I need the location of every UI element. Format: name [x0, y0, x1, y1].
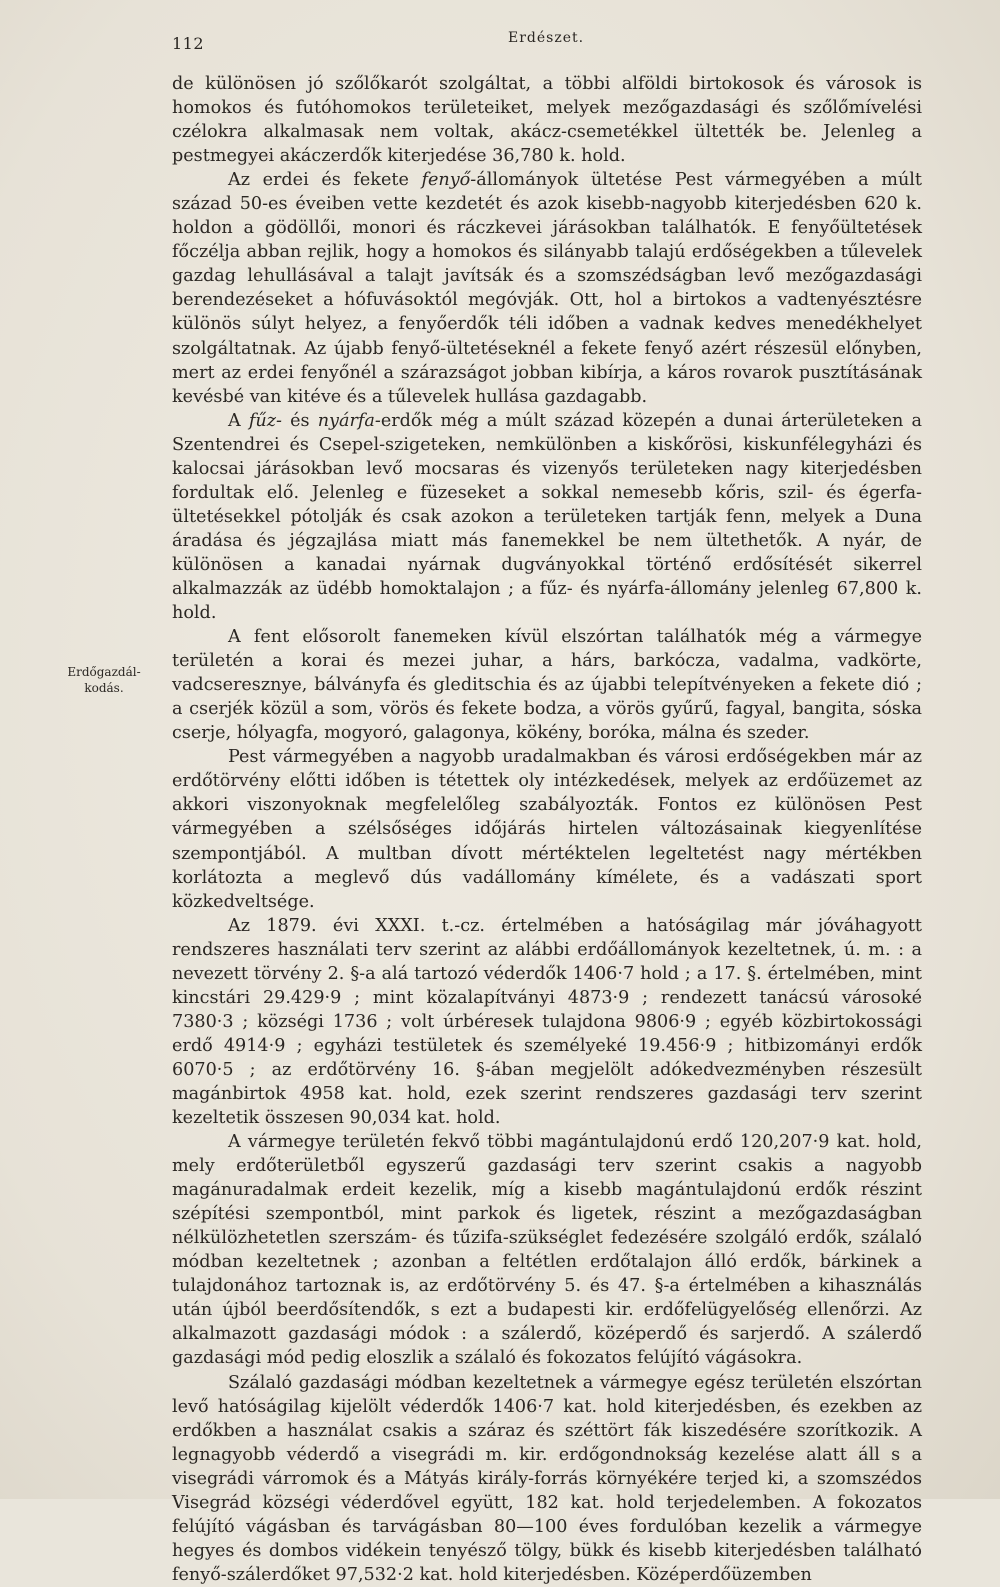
margin-note-line: kodás. — [84, 681, 124, 695]
paragraph-text: Az erdei és fekete — [228, 170, 422, 191]
paragraph — [172, 168, 922, 408]
paragraph: A vármegye területén fekvő többi magántulajdonú erdő 120,207·9 kat. hold, mely erdőterületből egyszerű gazdasági terv szerint csakis a nagyobb magánuradalmak erdeit kezelik, míg a kisebb magántulajdonú erdők részint szépítési szempontból, mint parkok és ligetek, részint a mezőgazdaságban nélkülözhetetlen szerszám- és tűzifa-szükséglet fedezésére szolgáló erdők, szálaló módban kezeltetnek ; azonban a feltétlen erdőtalajon álló erdők, bárkinek a tulajdonához tartoznak is, az erdőtörvény 5. és 47. §-a értelmében a kihasználás után újból beerdősítendők, s ezt a budapesti kir. erdőfelügyelőség ellenőrzi. Az alkalmazott gazdasági módok : a szálerdő, középerdő és sarjerdő. A szálerdő gazdasági mód pedig eloszlik a szálaló és fokozatos felújító vágásokra. — [172, 1132, 922, 1369]
paragraph-text: állományok ültetése Pest vármegyében a múlt század 50-es éveiben vette kezdetét és azok kisebb-nagyobb kiterjedésben 620 k. holdon a gödöllői, monori és ráczkevei járásokban találhatók. E fenyőültetések főczélja abban rejlik, hogy a homokos és silányabb talajú erdőségekben a tűlevelek gazdag lehullásával a talajt javítsák és a szomszédságban levő mezőgazdasági berendezéseket a hófuvásoktól megóvják. Ott, hol a birtokos a vadtenyésztésre különös súlyt helyez, a fenyőerdők téli időben a vadnak kedves menedékhelyet szolgáltatnak. Az újabb fenyő-ültetéseknél a fekete fenyő azért részesül előnyben, mert az erdei fenyőnél a szárazságot jobban kibírja, a káros rovarok pusztításának kevésbé van kitéve és a tűlevelek hullása gazdagabb. — [172, 170, 923, 407]
paragraph: Szálaló gazdasági módban kezeltetnek a vármegye egész területén elszórtan levő hatóságilag kijelölt véderdők 1406·7 kat. hold kiterjedésben, és ezekben az erdőkben a használat csakis a száraz és széttört fák kiszedésére szorítkozik. A legnagyobb véderdő a visegrádi m. kir. erdőgondnokság kezelése alatt áll s a visegrádi várromok és a Mátyás király-forrás környékére terjed ki, a szomszédos Visegrád községi véderdővel együtt, 182 kat. hold terjedelemben. A fokozatos felújító vágásban és tarvágásban 80—100 éves fordulóban kezelik a vármegye hegyes és dombos vidékein tenyésző tölgy, bükk és kisebb kiterjedésben található fenyő-szálerdőket 97,532·2 kat. hold kiterjedésben. Középerdőüzemben — [172, 1372, 922, 1585]
italic-term: nyárfa- — [317, 410, 381, 431]
body-text — [172, 72, 922, 1587]
italic-term: fenyő- — [421, 170, 477, 191]
paragraph — [172, 409, 922, 625]
italic-term: fűz- — [248, 410, 282, 431]
paragraph: de különösen jó szőlőkarót szolgáltat, a többi alföldi birtokosok és városok is homokos és futóhomokos területeiket, melyek mezőgazdasági és szőlőmívelési czélokra alkalmasak nem voltak, akácz-csemetékkel ültették be. Jelenleg a pestmegyei akáczerdők kiterjedése 36,780 k. hold. — [172, 74, 922, 167]
page-number: 112 — [172, 34, 205, 53]
paragraph: A fent elősorolt fanemeken kívül elszórtan találhatók még a vármegye területén a korai és mezei juhar, a hárs, barkócza, vadalma, vadkörte, vadcseresznye, bálványfa és gleditschia és az újabbi telepítvényeken a fekete dió ; a cserjék közül a som, vörös és fekete bodza, a vörös gyűrű, fagyal, bangita, sóska cserje, hólyagfa, mogyoró, galagonya, kökény, boróka, málna és szeder. — [172, 627, 922, 744]
margin-note — [54, 664, 154, 696]
paragraph-text: A — [228, 410, 249, 431]
paragraph-text: erdők még a múlt század közepén a dunai árterületeken a Szentendrei és Csepel-szigeteken, nemkülönben a kiskőrösi, kiskunfélegyházi és kalocsai járásokban levő mocsaras és vizenyős területeken nagy kiterjedésben fordultak elő. Jelenleg e füzeseket a sokkal nemesebb kőris, szil- és égerfa-ültetésekkel pótolják és csak azokon a területeken tartják fenn, melyek a Duna áradása és jégzajlása miatt más fanemekkel be nem ültethetők. A nyár, de különösen a kanadai nyárnak dugványokkal történő erdősítését sikerrel alkalmazzák az üdébb homoktalajon ; a fűz- és nyárfa-állomány jelenleg 67,800 k. hold. — [172, 410, 922, 624]
margin-note-line: Erdőgazdál- — [67, 665, 141, 679]
running-head: Erdészet. — [508, 30, 585, 46]
paragraph-text: és — [281, 410, 318, 431]
page-header — [172, 30, 922, 54]
paragraph: Az 1879. évi XXXI. t.-cz. értelmében a hatóságilag már jóváhagyott rendszeres használati terv szerint az alábbi erdőállományok kezeltetnek, ú. m. : a nevezett törvény 2. §-a alá tartozó véderdők 1406·7 hold ; a 17. §. értelmében, mint kincstári 29.429·9 ; mint közalapítványi 4873·9 ; rendezett tanácsú városoké 7380·3 ; községi 1736 ; volt úrbéresek tulajdona 9806·9 ; egyéb közbirtokossági erdő 4914·9 ; egyházi testületek és személyeké 19.456·9 ; hitbizományi erdők 6070·5 ; az erdőtörvény 16. §-ában megjelölt adókedvezményben részesült magánbirtok 4958 kat. hold, ezek szerint rendszeres gazdasági terv szerint kezeltetik összesen 90,034 kat. hold. — [172, 915, 922, 1129]
paragraph: Pest vármegyében a nagyobb uradalmakban és városi erdőségekben már az erdőtörvény előtti időben is tétettek oly intézkedések, melyek az erdőüzemet az akkori viszonyoknak megfelelőleg szabályozták. Fontos ez különösen Pest vármegyében a szélsőséges időjárás hirtelen változásainak kiegyenlítése szempontjából. A multban dívott mértéktelen legeltetést nagy mértékben korlátozta a meglevő dús vadállomány kímélete, és a vadászati sport közkedveltsége. — [172, 747, 922, 912]
